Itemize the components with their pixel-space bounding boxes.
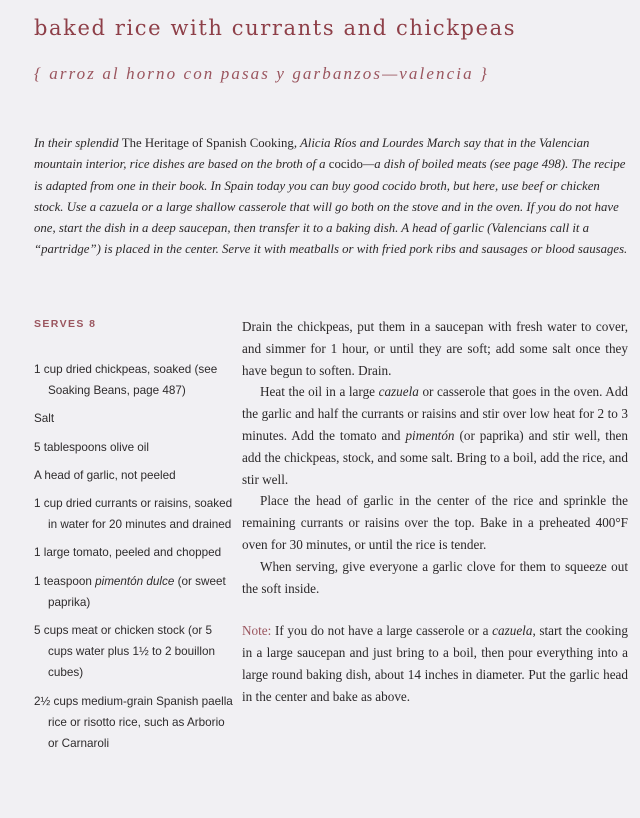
method-step: Place the head of garlic in the center of the rice and sprinkle the remaining currants or raisins over the top. Bake in a preheated 400°F oven for 30 minutes, or until the rice is tender. — [242, 493, 628, 552]
intro-text: , — [293, 136, 300, 150]
method-text: Heat the oil in a large — [260, 384, 379, 400]
recipe-subtitle: { arroz al horno con pasas y garbanzos—valencia } — [34, 64, 489, 83]
note-text: If you do not have a large casserole or a — [271, 623, 493, 639]
intro-text: In their splendid — [34, 136, 122, 150]
method-column — [242, 316, 628, 708]
ingredient-item: 5 tablespoons olive oil — [34, 440, 150, 454]
method-text: (or paprika) and stir well, then add the chickpeas, stock, and some salt. Bring to a boil, add the rice, and stir well. — [242, 427, 628, 487]
note-label: Note: — [242, 623, 272, 639]
ingredient-item: Salt — [34, 412, 55, 426]
ingredient-text: (or sweet paprika) — [48, 574, 226, 609]
note-text: , start the cooking in a large saucepan and just bring to a boil, then pour everything into a large round baking dish, about 14 inches in diameter. Put the garlic head in the center and bake as above. — [242, 623, 628, 704]
intro-text: —a dish of boiled meats (see page 498). The recipe is adapted from one in their book. In Spain today you can buy good cocido broth, but here, use beef or chicken stock. Use a cazuela or a large shallow casserole that will go both on the stove and in the oven. If you do not have one, start the dish in a deep saucepan, then transfer it to a baking dish. A head of garlic (Valencians call it a “partridge”) is placed in the center. Serve it with meatballs or with fried pork ribs and sausages or blood sausages. — [34, 157, 628, 257]
intro-text: say that in the Valencian mountain interior, rice dishes are based on the broth of a — [34, 136, 590, 172]
method-step: Drain the chickpeas, put them in a saucepan with fresh water to cover, and simmer for 1 hour, or until they are soft; add some salt once they have begun to soften. Drain. — [242, 319, 628, 378]
ingredient-italic-term: pimentón dulce — [95, 574, 175, 588]
method-text: or casserole that goes in the oven. Add the garlic and half the currants or raisins and stir over low heat for 2 to 3 minutes. Add the tomato and — [242, 384, 629, 443]
cocido-term: cocido — [328, 157, 363, 172]
ingredient-item — [34, 571, 234, 613]
recipe-title: baked rice with currants and chickpeas — [34, 16, 517, 40]
ingredient-text: 1 teaspoon — [34, 574, 96, 588]
method-step — [242, 381, 628, 490]
cazuela-term: cazuela — [492, 623, 533, 639]
ingredient-item: 1 cup dried chickpeas, soaked (see Soaking Beans, page 487) — [34, 363, 218, 398]
intro-paragraph — [34, 133, 630, 261]
author-names: Alicia Ríos and Lourdes March — [299, 136, 461, 150]
pimenton-term: pimentón — [405, 427, 455, 443]
ingredient-item: 1 large tomato, peeled and chopped — [34, 546, 222, 560]
method-step: When serving, give everyone a garlic clove for them to squeeze out the soft inside. — [242, 558, 628, 596]
serves-label: SERVES 8 — [34, 318, 97, 330]
note-paragraph — [242, 620, 628, 707]
cazuela-term: cazuela — [378, 384, 419, 400]
ingredient-item: 5 cups meat or chicken stock (or 5 cups water plus 1½ to 2 bouillon cubes) — [34, 624, 215, 680]
ingredient-list — [34, 359, 234, 761]
ingredient-item: 1 cup dried currants or raisins, soaked in water for 20 minutes and drained — [34, 497, 233, 532]
book-title: The Heritage of Spanish Cooking — [121, 136, 294, 150]
ingredient-item: 2½ cups medium-grain Spanish paella rice or risotto rice, such as Arborio or Carnaroli — [34, 694, 233, 751]
ingredient-item: A head of garlic, not peeled — [34, 468, 176, 482]
